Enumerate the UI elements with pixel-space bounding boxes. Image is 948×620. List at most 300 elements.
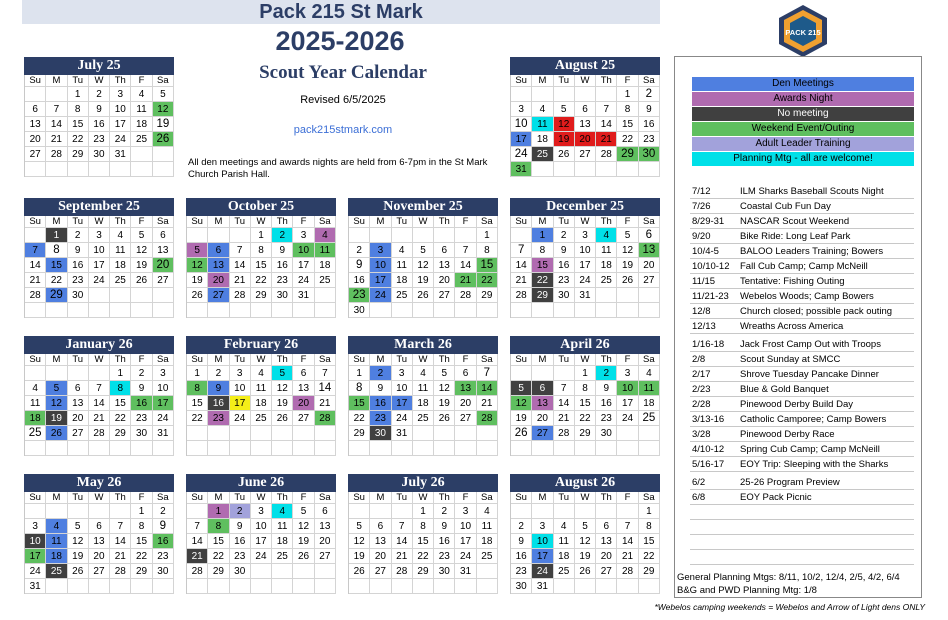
empty-cell xyxy=(554,441,575,456)
weekday-header: Th xyxy=(596,492,617,504)
day-cell: 29 xyxy=(477,288,498,303)
day-cell: 27 xyxy=(434,288,455,303)
day-cell: 11 xyxy=(596,243,617,258)
day-cell: 25 xyxy=(272,549,293,564)
weekday-header: M xyxy=(208,216,229,228)
day-cell: 23 xyxy=(153,549,174,564)
month-block xyxy=(348,198,498,318)
day-cell: 11 xyxy=(554,534,575,549)
day-cell: 23 xyxy=(131,411,152,426)
empty-cell xyxy=(110,504,131,519)
day-cell: 7 xyxy=(511,243,532,258)
empty-cell xyxy=(187,504,208,519)
day-cell: 21 xyxy=(617,549,638,564)
month-days xyxy=(24,75,174,177)
day-cell: 6 xyxy=(208,243,229,258)
empty-cell xyxy=(68,162,89,177)
day-cell: 30 xyxy=(131,426,152,441)
day-cell: 1 xyxy=(413,504,434,519)
day-cell: 18 xyxy=(554,549,575,564)
day-cell: 18 xyxy=(46,549,67,564)
empty-cell xyxy=(413,228,434,243)
day-cell: 24 xyxy=(617,411,638,426)
day-cell: 23 xyxy=(208,411,229,426)
day-cell: 15 xyxy=(251,258,272,273)
empty-cell xyxy=(153,441,174,456)
day-cell: 5 xyxy=(413,243,434,258)
day-cell: 3 xyxy=(511,102,532,117)
pack-title: Pack 215 St Mark xyxy=(259,1,423,23)
day-cell: 11 xyxy=(110,243,131,258)
weekday-header: F xyxy=(455,216,476,228)
event-row xyxy=(690,427,914,442)
month-days xyxy=(348,354,498,456)
weekday-header: Th xyxy=(434,492,455,504)
empty-cell xyxy=(575,441,596,456)
day-cell: 31 xyxy=(25,579,46,594)
event-name: BALOO Leaders Training; Bowers xyxy=(740,246,884,257)
day-cell: 2 xyxy=(596,366,617,381)
empty-cell xyxy=(251,303,272,318)
weekday-header: W xyxy=(413,216,434,228)
day-cell: 16 xyxy=(596,396,617,411)
day-cell: 4 xyxy=(315,228,336,243)
meeting-note: All den meetings and awards nights are held from 6-7pm in the St Mark Church Parish Hall. xyxy=(188,157,488,180)
day-cell: 31 xyxy=(532,579,553,594)
day-cell: 7 xyxy=(392,519,413,534)
empty-cell xyxy=(187,426,208,441)
empty-cell xyxy=(293,303,314,318)
day-cell: 1 xyxy=(639,504,660,519)
day-cell: 24 xyxy=(251,549,272,564)
day-cell: 14 xyxy=(392,534,413,549)
day-cell: 25 xyxy=(554,564,575,579)
day-cell: 16 xyxy=(272,258,293,273)
month-block xyxy=(510,198,660,318)
empty-cell xyxy=(251,426,272,441)
empty-cell xyxy=(46,87,67,102)
day-cell: 27 xyxy=(208,288,229,303)
empty-cell xyxy=(392,303,413,318)
weekday-header: Sa xyxy=(639,492,660,504)
empty-cell xyxy=(315,303,336,318)
day-cell: 10 xyxy=(617,381,638,396)
day-cell: 20 xyxy=(455,396,476,411)
day-cell: 13 xyxy=(208,258,229,273)
day-cell: 12 xyxy=(46,396,67,411)
weekday-header: Su xyxy=(187,492,208,504)
day-cell: 19 xyxy=(617,258,638,273)
empty-cell xyxy=(230,228,251,243)
day-cell: 12 xyxy=(575,534,596,549)
year-title: 2025-2026 xyxy=(275,26,405,56)
day-cell: 2 xyxy=(208,366,229,381)
day-cell: 30 xyxy=(230,564,251,579)
day-cell: 18 xyxy=(639,396,660,411)
weekday-header: Th xyxy=(272,492,293,504)
weekday-header: Sa xyxy=(477,216,498,228)
weekday-header: Sa xyxy=(315,216,336,228)
day-cell: 3 xyxy=(251,504,272,519)
weekday-header: Sa xyxy=(153,75,174,87)
day-cell: 1 xyxy=(68,87,89,102)
day-cell: 8 xyxy=(208,519,229,534)
day-cell: 3 xyxy=(230,366,251,381)
event-name: EOY Pack Picnic xyxy=(740,492,812,503)
day-cell: 21 xyxy=(596,132,617,147)
day-cell: 9 xyxy=(370,381,391,396)
empty-cell xyxy=(131,147,152,162)
month-days xyxy=(186,216,336,318)
empty-cell xyxy=(89,162,110,177)
empty-cell xyxy=(349,228,370,243)
day-cell: 10 xyxy=(110,102,131,117)
day-cell: 14 xyxy=(596,117,617,132)
event-row xyxy=(690,274,914,289)
weekday-header: M xyxy=(208,492,229,504)
event-date: 11/15 xyxy=(692,276,716,287)
day-cell: 6 xyxy=(596,519,617,534)
day-cell: 13 xyxy=(639,243,660,258)
day-cell: 3 xyxy=(575,228,596,243)
month-days xyxy=(510,492,660,594)
event-row xyxy=(690,457,914,472)
website-link[interactable]: pack215stmark.com xyxy=(293,124,393,136)
day-cell: 19 xyxy=(153,117,174,132)
day-cell: 28 xyxy=(89,426,110,441)
day-cell: 11 xyxy=(315,243,336,258)
empty-cell xyxy=(554,504,575,519)
empty-cell xyxy=(315,579,336,594)
empty-cell xyxy=(392,441,413,456)
event-row xyxy=(690,490,914,505)
day-cell: 13 xyxy=(370,534,391,549)
day-cell: 30 xyxy=(554,288,575,303)
event-date: 2/23 xyxy=(692,384,711,395)
empty-cell xyxy=(413,303,434,318)
empty-cell xyxy=(575,162,596,177)
day-cell: 14 xyxy=(187,534,208,549)
weekday-header: W xyxy=(89,354,110,366)
empty-cell xyxy=(455,426,476,441)
day-cell: 5 xyxy=(293,504,314,519)
day-cell: 8 xyxy=(477,243,498,258)
day-cell: 4 xyxy=(596,228,617,243)
event-name: Spring Cub Camp; Camp McNeill xyxy=(740,444,880,455)
day-cell: 19 xyxy=(434,396,455,411)
day-cell: 5 xyxy=(434,366,455,381)
empty-cell xyxy=(89,303,110,318)
day-cell: 2 xyxy=(89,87,110,102)
weekday-header: M xyxy=(46,492,67,504)
legend-item: Den Meetings xyxy=(692,77,914,91)
empty-cell xyxy=(617,579,638,594)
day-cell: 13 xyxy=(434,258,455,273)
weekday-header: Th xyxy=(272,354,293,366)
day-cell: 12 xyxy=(511,396,532,411)
empty-cell xyxy=(153,162,174,177)
empty-cell xyxy=(89,288,110,303)
weekday-header: Tu xyxy=(392,216,413,228)
empty-cell xyxy=(639,579,660,594)
day-cell: 20 xyxy=(208,273,229,288)
day-cell: 10 xyxy=(230,381,251,396)
day-cell: 7 xyxy=(455,243,476,258)
empty-cell xyxy=(293,579,314,594)
day-cell: 4 xyxy=(251,366,272,381)
day-cell: 21 xyxy=(511,273,532,288)
day-cell: 24 xyxy=(532,564,553,579)
day-cell: 29 xyxy=(413,564,434,579)
legend-item: Planning Mtg - all are welcome! xyxy=(692,152,914,166)
day-cell: 5 xyxy=(153,87,174,102)
day-cell: 21 xyxy=(392,549,413,564)
day-cell: 22 xyxy=(208,549,229,564)
empty-cell xyxy=(617,303,638,318)
empty-cell xyxy=(370,441,391,456)
month-title: December 25 xyxy=(510,198,660,216)
empty-cell xyxy=(89,579,110,594)
day-cell: 3 xyxy=(532,519,553,534)
weekday-header: Tu xyxy=(392,354,413,366)
event-name: Shrove Tuesday Pancake Dinner xyxy=(740,369,879,380)
day-cell: 18 xyxy=(477,534,498,549)
empty-cell xyxy=(68,303,89,318)
empty-cell xyxy=(532,303,553,318)
event-date: 4/10-12 xyxy=(692,444,725,455)
weekday-header: Sa xyxy=(639,354,660,366)
day-cell: 13 xyxy=(315,519,336,534)
event-date: 3/13-16 xyxy=(692,414,725,425)
weekday-header: Su xyxy=(511,75,532,87)
day-cell: 26 xyxy=(434,411,455,426)
day-cell: 4 xyxy=(477,504,498,519)
month-block xyxy=(510,474,660,594)
day-cell: 4 xyxy=(110,228,131,243)
weekday-header: F xyxy=(131,492,152,504)
day-cell: 13 xyxy=(68,396,89,411)
event-row xyxy=(690,244,914,259)
month-block xyxy=(24,198,174,318)
day-cell: 13 xyxy=(575,117,596,132)
weekday-header: Tu xyxy=(554,75,575,87)
day-cell: 5 xyxy=(617,228,638,243)
day-cell: 11 xyxy=(46,534,67,549)
empty-cell xyxy=(89,366,110,381)
empty-cell xyxy=(532,366,553,381)
day-cell: 8 xyxy=(349,381,370,396)
day-cell: 17 xyxy=(511,132,532,147)
day-cell: 29 xyxy=(131,564,152,579)
day-cell: 28 xyxy=(617,564,638,579)
empty-cell xyxy=(230,579,251,594)
day-cell: 1 xyxy=(46,228,67,243)
empty-cell xyxy=(639,303,660,318)
day-cell: 31 xyxy=(511,162,532,177)
day-cell: 14 xyxy=(455,258,476,273)
event-date: 12/13 xyxy=(692,321,716,332)
day-cell: 5 xyxy=(575,519,596,534)
day-cell: 22 xyxy=(617,132,638,147)
month-days xyxy=(24,354,174,456)
day-cell: 25 xyxy=(46,564,67,579)
pack-logo-icon xyxy=(776,4,830,58)
empty-cell xyxy=(46,366,67,381)
empty-cell xyxy=(434,579,455,594)
day-cell: 16 xyxy=(554,258,575,273)
empty-cell xyxy=(596,579,617,594)
month-block xyxy=(510,57,660,177)
day-cell: 30 xyxy=(68,288,89,303)
weekday-header: Su xyxy=(187,216,208,228)
event-row xyxy=(690,520,914,535)
empty-cell xyxy=(131,303,152,318)
day-cell: 28 xyxy=(477,411,498,426)
day-cell: 18 xyxy=(532,132,553,147)
day-cell: 12 xyxy=(131,243,152,258)
day-cell: 18 xyxy=(315,258,336,273)
day-cell: 30 xyxy=(153,564,174,579)
day-cell: 9 xyxy=(208,381,229,396)
month-block xyxy=(24,57,174,177)
event-name: Wreaths Across America xyxy=(740,321,844,332)
weekday-header: W xyxy=(413,492,434,504)
day-cell: 3 xyxy=(455,504,476,519)
day-cell: 23 xyxy=(596,411,617,426)
empty-cell xyxy=(434,228,455,243)
event-row xyxy=(690,319,914,334)
weekday-header: F xyxy=(293,216,314,228)
empty-cell xyxy=(477,303,498,318)
weekday-header: W xyxy=(89,492,110,504)
day-cell: 29 xyxy=(46,288,67,303)
empty-cell xyxy=(511,366,532,381)
day-cell: 28 xyxy=(596,147,617,162)
day-cell: 4 xyxy=(554,519,575,534)
event-row xyxy=(690,412,914,427)
weekday-header: Sa xyxy=(639,216,660,228)
day-cell: 16 xyxy=(511,549,532,564)
weekday-header: Sa xyxy=(477,492,498,504)
month-days xyxy=(24,492,174,594)
day-cell: 4 xyxy=(25,381,46,396)
day-cell: 17 xyxy=(230,396,251,411)
event-date: 7/26 xyxy=(692,201,711,212)
event-date: 8/29-31 xyxy=(692,216,725,227)
weekday-header: F xyxy=(455,354,476,366)
empty-cell xyxy=(349,579,370,594)
legend-item: Adult Leader Training xyxy=(692,137,914,151)
day-cell: 27 xyxy=(455,411,476,426)
day-cell: 8 xyxy=(131,519,152,534)
empty-cell xyxy=(596,504,617,519)
day-cell: 10 xyxy=(575,243,596,258)
weekday-header: Tu xyxy=(68,492,89,504)
month-days xyxy=(348,492,498,594)
empty-cell xyxy=(272,426,293,441)
weekday-header: M xyxy=(46,354,67,366)
event-date: 9/20 xyxy=(692,231,711,242)
day-cell: 18 xyxy=(596,258,617,273)
day-cell: 23 xyxy=(272,273,293,288)
day-cell: 21 xyxy=(554,411,575,426)
event-name: Webelos Woods; Camp Bowers xyxy=(740,291,874,302)
day-cell: 18 xyxy=(392,273,413,288)
day-cell: 28 xyxy=(511,288,532,303)
day-cell: 28 xyxy=(110,564,131,579)
day-cell: 11 xyxy=(251,381,272,396)
day-cell: 21 xyxy=(25,273,46,288)
day-cell: 25 xyxy=(477,549,498,564)
weekday-header: Su xyxy=(25,216,46,228)
empty-cell xyxy=(617,426,638,441)
weekday-header: Th xyxy=(434,216,455,228)
empty-cell xyxy=(272,441,293,456)
day-cell: 19 xyxy=(293,534,314,549)
day-cell: 10 xyxy=(370,258,391,273)
day-cell: 12 xyxy=(187,258,208,273)
month-block xyxy=(348,474,498,594)
weekday-header: Su xyxy=(349,354,370,366)
day-cell: 1 xyxy=(251,228,272,243)
day-cell: 19 xyxy=(131,258,152,273)
event-date: 10/10-12 xyxy=(692,261,730,272)
weekday-header: Th xyxy=(110,492,131,504)
day-cell: 23 xyxy=(230,549,251,564)
day-cell: 31 xyxy=(455,564,476,579)
weekday-header: W xyxy=(575,75,596,87)
empty-cell xyxy=(639,426,660,441)
day-cell: 5 xyxy=(511,381,532,396)
empty-cell xyxy=(131,579,152,594)
empty-cell xyxy=(187,579,208,594)
month-title: September 25 xyxy=(24,198,174,216)
empty-cell xyxy=(511,87,532,102)
day-cell: 23 xyxy=(554,273,575,288)
empty-cell xyxy=(370,228,391,243)
month-block xyxy=(24,336,174,456)
empty-cell xyxy=(68,441,89,456)
day-cell: 9 xyxy=(639,102,660,117)
weekday-header: Sa xyxy=(315,492,336,504)
day-cell: 15 xyxy=(639,534,660,549)
empty-cell xyxy=(511,303,532,318)
empty-cell xyxy=(315,426,336,441)
day-cell: 15 xyxy=(575,396,596,411)
day-cell: 31 xyxy=(575,288,596,303)
weekday-header: F xyxy=(131,75,152,87)
day-cell: 12 xyxy=(349,534,370,549)
empty-cell xyxy=(293,564,314,579)
event-name: Scout Sunday at SMCC xyxy=(740,354,841,365)
day-cell: 14 xyxy=(89,396,110,411)
day-cell: 15 xyxy=(349,396,370,411)
day-cell: 2 xyxy=(68,228,89,243)
day-cell: 10 xyxy=(511,117,532,132)
day-cell: 29 xyxy=(617,147,638,162)
day-cell: 1 xyxy=(187,366,208,381)
day-cell: 4 xyxy=(639,366,660,381)
day-cell: 18 xyxy=(25,411,46,426)
day-cell: 27 xyxy=(575,147,596,162)
event-name: 25-26 Program Preview xyxy=(740,477,840,488)
day-cell: 27 xyxy=(25,147,46,162)
day-cell: 7 xyxy=(230,243,251,258)
day-cell: 23 xyxy=(349,288,370,303)
footnote: *Webelos camping weekends = Webelos and Arrow of Light dens ONLY xyxy=(654,602,925,612)
weekday-header: Tu xyxy=(68,354,89,366)
weekday-header: F xyxy=(455,492,476,504)
